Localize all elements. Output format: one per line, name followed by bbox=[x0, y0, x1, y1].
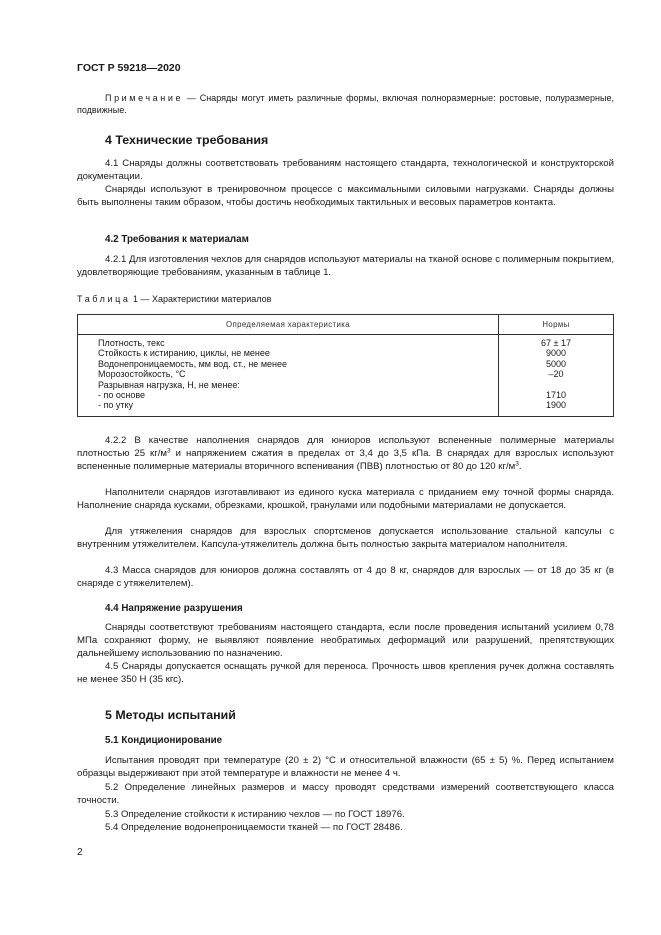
paragraph-4-3 bbox=[77, 565, 614, 591]
row-label: Плотность, текс bbox=[98, 338, 165, 348]
paragraph-4-4 bbox=[77, 622, 614, 660]
note-text: — Снаряды могут иметь различные формы, включая полноразмерные: ростовые, полуразмерные, подвижные. bbox=[77, 93, 614, 116]
row-value: 1710 bbox=[545, 389, 567, 400]
characteristic-cell bbox=[78, 335, 499, 417]
table-body-row bbox=[78, 335, 614, 417]
paragraph-5-4 bbox=[77, 822, 614, 835]
row-value: –20 bbox=[548, 369, 564, 380]
superscript: 3 bbox=[515, 460, 519, 468]
table-caption-label: Таблица bbox=[77, 294, 131, 304]
section-title: 5 Методы испытаний bbox=[105, 708, 236, 722]
row-label: - по утку bbox=[98, 400, 134, 411]
column-header-norms: Нормы bbox=[499, 315, 614, 335]
note-block bbox=[77, 92, 614, 116]
paragraph-4-2-2 bbox=[77, 435, 614, 473]
paragraph-5-3 bbox=[77, 809, 614, 822]
row-value: 1900 bbox=[545, 400, 567, 411]
paragraph-text: 5.2 Определение линейных размеров и массу проводят средствами измерений соответствующего класса точности. bbox=[77, 782, 614, 806]
paragraph-text: 5.3 Определение стойкости к истиранию чехлов — по ГОСТ 18976. bbox=[105, 809, 405, 820]
paragraph-text: Наполнители снарядов изготавливают из единого куска материала с приданием ему точной формы снаряда. Наполнение снаряда кусками, обрезками, крошкой, гранулами или подобными материалами не допускается. bbox=[77, 487, 614, 511]
paragraph-5-1 bbox=[77, 755, 614, 781]
subsection-4-2-heading bbox=[77, 233, 614, 246]
paragraph-text: 4.5 Снаряды допускается оснащать ручкой для переноса. Прочность швов крепления ручек должна составлять не менее 350 Н (35 кгс). bbox=[77, 661, 614, 685]
paragraph-text: 4.3 Масса снарядов для юниоров должна составлять от 4 до 8 кг, снарядов для взрослых — от 18 до 35 кг (в снаряде с утяжелителем). bbox=[77, 565, 614, 589]
paragraph-text: Снаряды используют в тренировочном процессе с максимальными силовыми нагрузками. Снаряды должны быть выполнены таким образом, чтобы достичь необходимых тактильных и весовых параметров контакта. bbox=[77, 184, 614, 208]
row-label: Стойкость к истиранию, циклы, не менее bbox=[98, 348, 270, 359]
subsection-4-4-heading bbox=[77, 602, 614, 615]
row-value bbox=[499, 380, 613, 390]
subsection-5-1-heading bbox=[77, 734, 614, 747]
note-label: Примечание bbox=[105, 93, 184, 103]
document-header: ГОСТ Р 59218—2020 bbox=[77, 62, 181, 74]
row-value: 5000 bbox=[545, 358, 567, 369]
table-caption-text: 1 — Характеристики материалов bbox=[130, 294, 272, 304]
row-label: - по основе bbox=[98, 389, 146, 400]
table-header-row bbox=[78, 315, 614, 335]
paragraph-4-1-b bbox=[77, 184, 614, 210]
subsection-title: 4.4 Напряжение разрушения bbox=[105, 603, 243, 614]
paragraph-text: 4.1 Снаряды должны соответствовать требованиям настоящего стандарта, технологической и конструкторской документации. bbox=[77, 158, 614, 182]
subsection-title: 5.1 Кондиционирование bbox=[105, 735, 223, 746]
row-label: Водонепроницаемость, мм вод. ст., не менее bbox=[98, 358, 287, 369]
section-title: 4 Технические требования bbox=[105, 133, 269, 147]
paragraph-5-2 bbox=[77, 782, 614, 808]
paragraph-text: 4.2.1 Для изготовления чехлов для снарядов используют материалы на тканой основе с полимерным покрытием, удовлетворяющие требованиям, указанным в таблице 1. bbox=[77, 254, 614, 278]
page-number: 2 bbox=[77, 847, 83, 858]
paragraph-text: . bbox=[518, 460, 522, 472]
section-5-heading bbox=[77, 708, 614, 723]
paragraph-text: Испытания проводят при температуре (20 ± 2) °С и относительной влажности (65 ± 5) %. Перед испытанием образцы выдерживают при этой температуре и влажности не менее 4 ч. bbox=[77, 755, 614, 779]
row-label: Морозостойкость, °С bbox=[98, 369, 186, 380]
column-header-characteristic: Определяемая характеристика bbox=[78, 315, 499, 335]
paragraph-text: 5.4 Определение водонепроницаемости тканей — по ГОСТ 28486. bbox=[105, 822, 403, 833]
row-label: Разрывная нагрузка, Н, не менее: bbox=[98, 379, 240, 390]
superscript: 3 bbox=[167, 447, 171, 455]
paragraph-weighting bbox=[77, 526, 614, 552]
paragraph-4-1 bbox=[77, 158, 614, 184]
materials-table bbox=[77, 314, 614, 417]
paragraph-4-2-1 bbox=[77, 254, 614, 280]
norms-cell bbox=[499, 335, 614, 417]
row-value: 9000 bbox=[545, 348, 567, 359]
subsection-title: 4.2 Требования к материалам bbox=[105, 234, 249, 245]
paragraph-text: Для утяжеления снарядов для взрослых спортсменов допускается использование стальной капсулы с внутренним утяжелителем. Капсула-утяжелитель должна быть полностью закрыта материалом наполнителя. bbox=[77, 526, 614, 550]
paragraph-text: и напряжением сжатия в пределах от 3,4 до 3,5 кПа. В снарядах для взрослых используют вспененные полимерные материалы вторичного вспенивания (ПВВ) плотностью от 80 до 120 кг/м bbox=[77, 447, 615, 472]
paragraph-4-5 bbox=[77, 661, 614, 687]
section-4-heading bbox=[77, 133, 614, 148]
paragraph-text: Снаряды соответствуют требованиям настоящего стандарта, если после проведения испытаний усилием 0,78 МПа сохраняют форму, не выявляют появление необратимых деформаций или разрушений, препятствующих дальнейшему использованию по назначению. bbox=[77, 622, 614, 659]
paragraph-text: 4.2.2 В качестве наполнения снарядов для юниоров используют вспененные полимерные материалы плотностью 25 кг/м bbox=[77, 435, 614, 459]
row-value: 67 ± 17 bbox=[541, 338, 571, 348]
table-caption bbox=[77, 293, 614, 305]
paragraph-fillers bbox=[77, 487, 614, 513]
